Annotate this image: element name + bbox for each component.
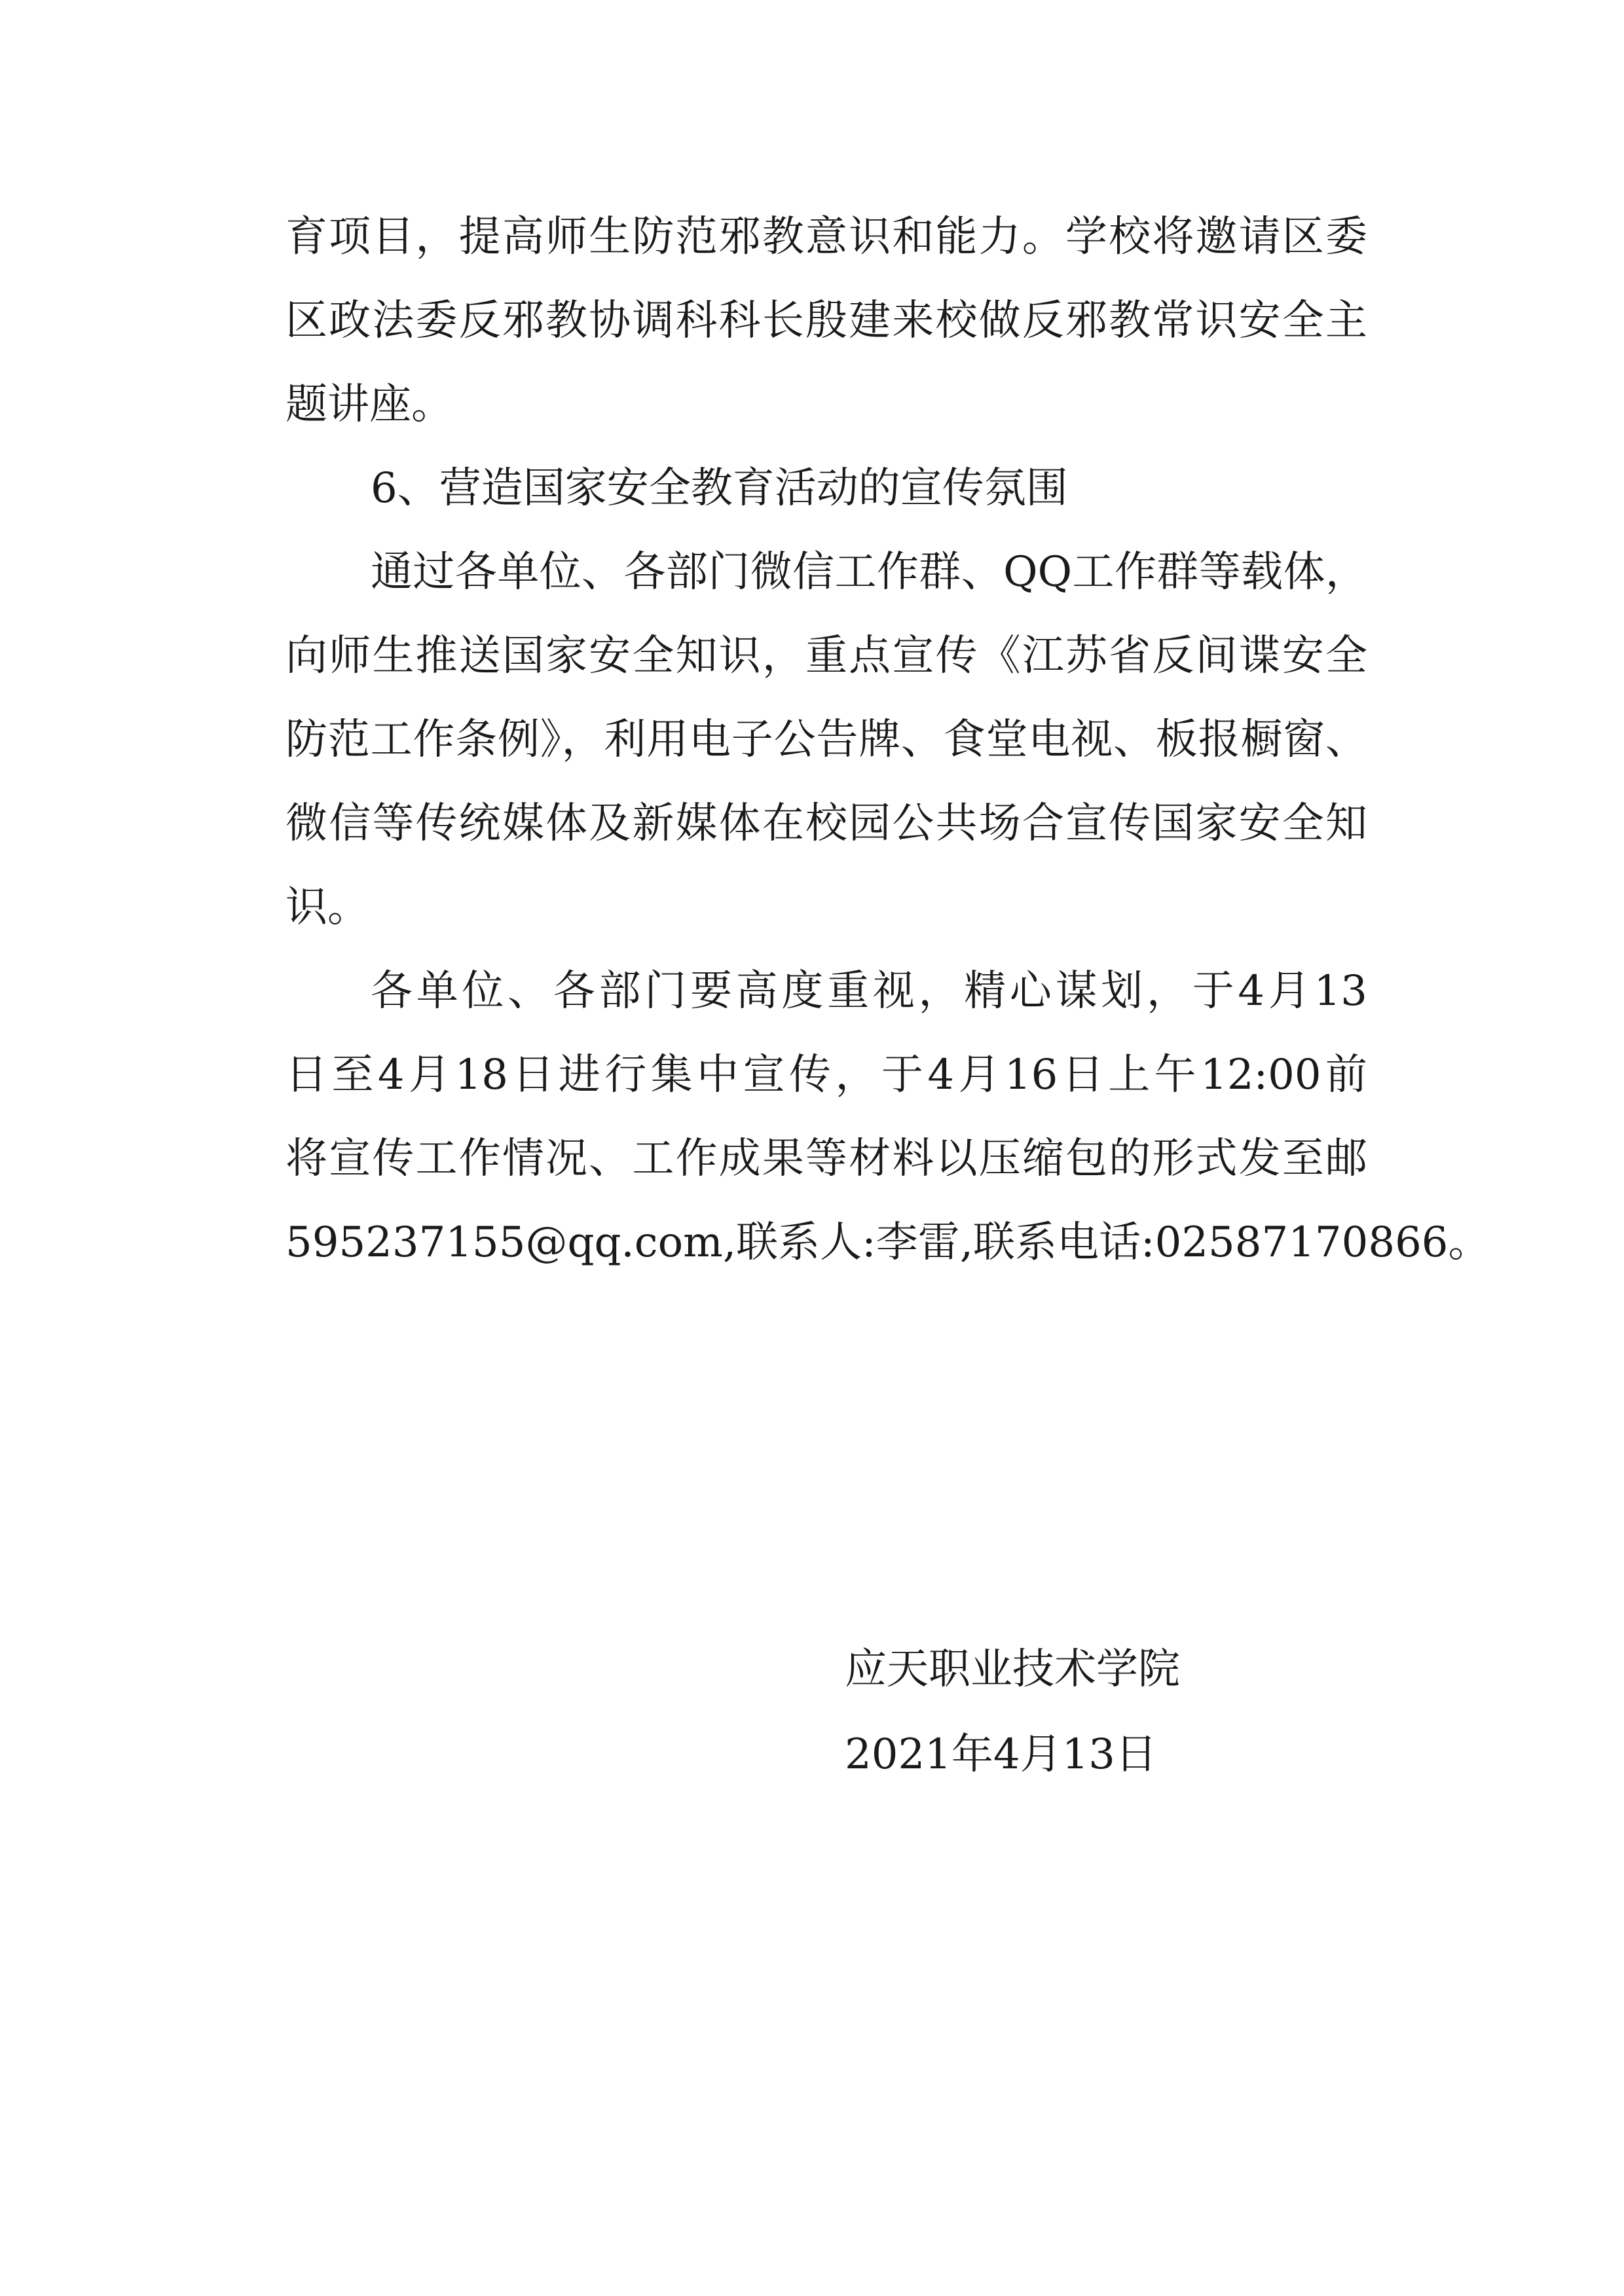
body-line-9: 识。 — [286, 883, 369, 932]
contact-line: 595237155@qq.com,联系人:李雷,联系电话:02587170866。 — [286, 1218, 1490, 1267]
signature-date: 2021年4月13日 — [845, 1730, 1158, 1779]
body-line-10: 各单位、各部门要高度重视，精心谋划，于4月13 — [371, 967, 1367, 1015]
body-line-6: 向师生推送国家安全知识，重点宣传《江苏省反间谍安全 — [286, 632, 1367, 680]
body-line-7: 防范工作条例》，利用电子公告牌、食堂电视、板报橱窗、 — [286, 716, 1367, 764]
body-line-3: 题讲座。 — [286, 380, 453, 429]
signature-organization: 应天职业技术学院 — [845, 1645, 1180, 1694]
body-line-11: 日至4月18日进行集中宣传，于4月16日上午12:00前 — [286, 1051, 1367, 1099]
body-line-5: 通过各单位、各部门微信工作群、QQ工作群等载体， — [371, 548, 1367, 596]
section-heading-6: 6、营造国家安全教育活动的宣传氛围 — [371, 464, 1068, 513]
body-line-8: 微信等传统媒体及新媒体在校园公共场合宣传国家安全知 — [286, 799, 1367, 848]
body-line-1: 育项目，提高师生防范邪教意识和能力。学校将邀请区委 — [286, 213, 1367, 261]
body-line-12: 将宣传工作情况、工作成果等材料以压缩包的形式发至邮 — [286, 1135, 1367, 1183]
body-line-2: 区政法委反邪教协调科科长殷建来校做反邪教常识安全主 — [286, 297, 1367, 345]
